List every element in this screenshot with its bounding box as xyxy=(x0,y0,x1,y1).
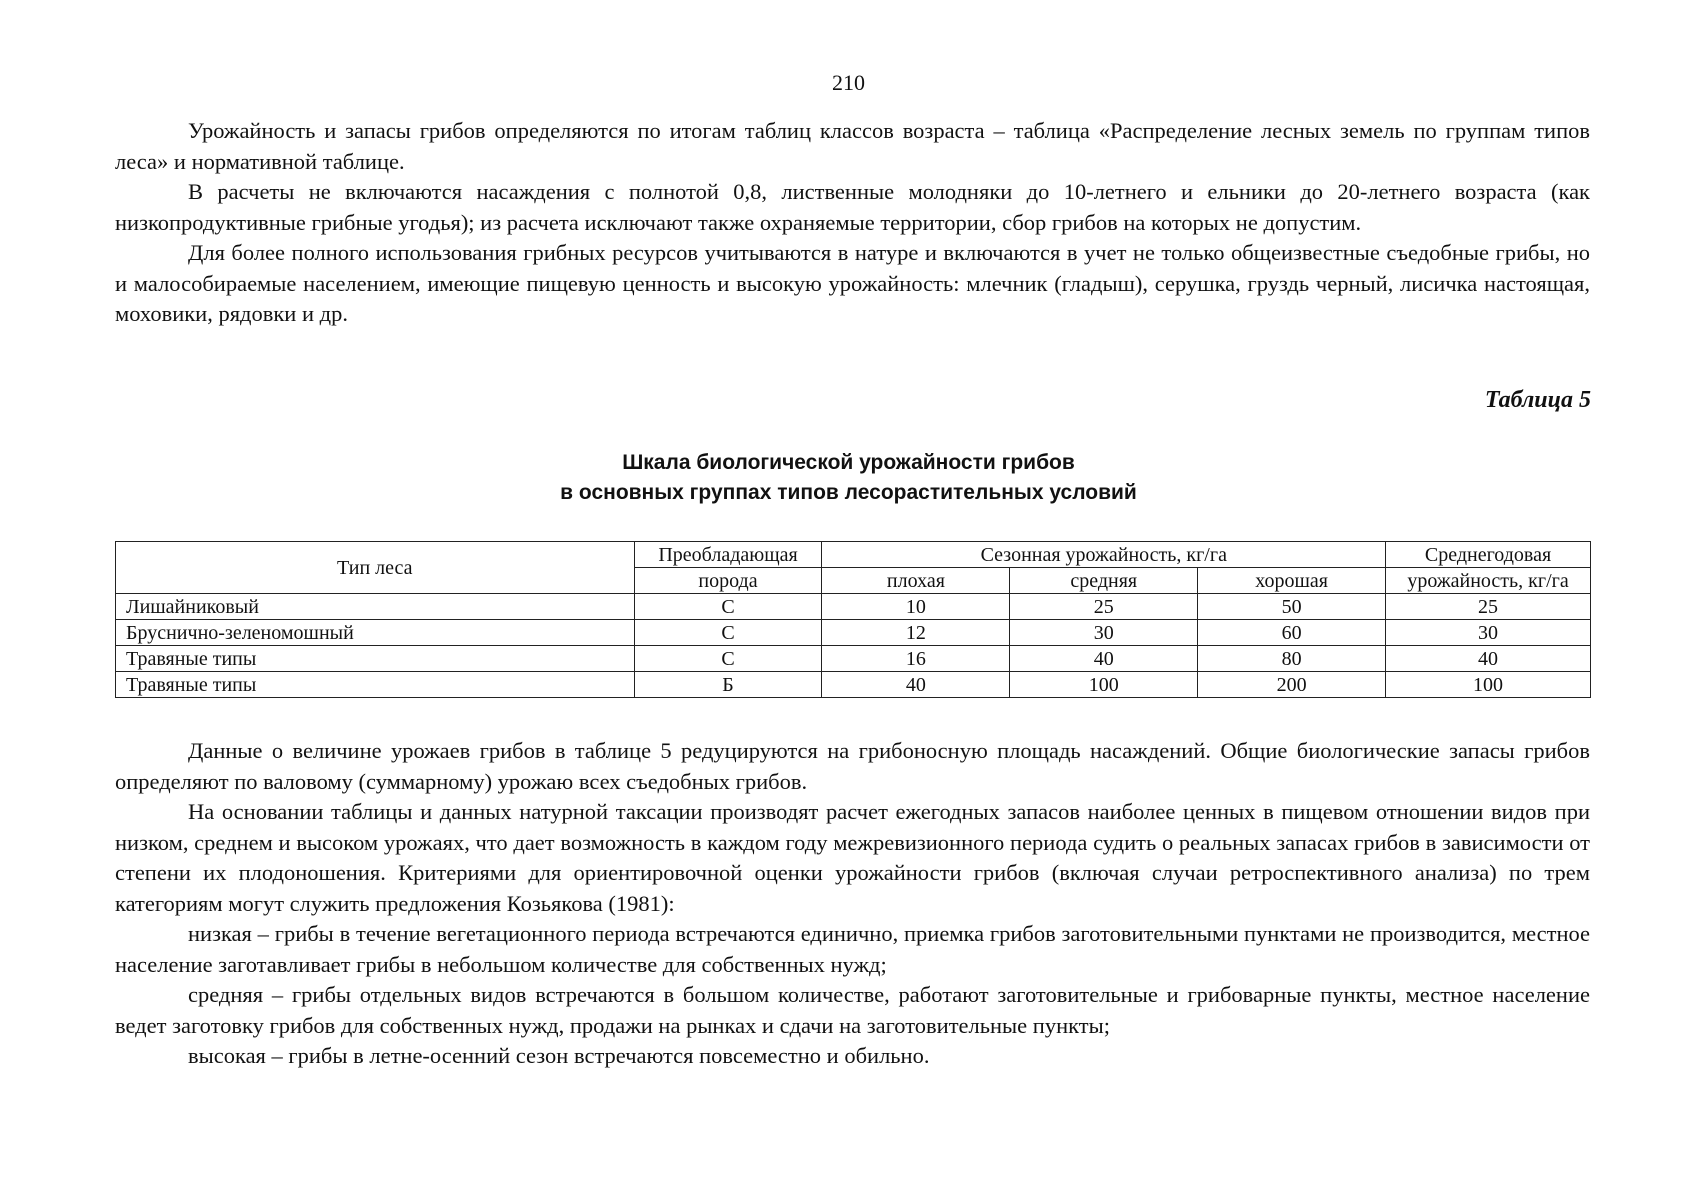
header-species-2: порода xyxy=(634,568,822,594)
header-medium: средняя xyxy=(1010,568,1198,594)
cell-forest-type: Травяные типы xyxy=(116,646,635,672)
cell-good: 80 xyxy=(1198,646,1386,672)
header-annual-2: урожайность, кг/га xyxy=(1386,568,1591,594)
table-row xyxy=(116,672,1591,698)
table-row xyxy=(116,620,1591,646)
table-row xyxy=(116,594,1591,620)
table-title-line: в основных группах типов лесорастительных условий xyxy=(560,481,1137,504)
table-header-row xyxy=(116,542,1591,568)
cell-good: 200 xyxy=(1198,672,1386,698)
cell-annual: 100 xyxy=(1386,672,1591,698)
header-forest-type: Тип леса xyxy=(116,542,635,594)
cell-good: 50 xyxy=(1198,594,1386,620)
intro-text xyxy=(115,116,1590,330)
cell-poor: 40 xyxy=(822,672,1010,698)
outro-text xyxy=(115,736,1590,1072)
cell-annual: 30 xyxy=(1386,620,1591,646)
table-label: Таблица 5 xyxy=(1484,387,1591,413)
cell-medium: 30 xyxy=(1010,620,1198,646)
paragraph: средняя – грибы отдельных видов встречаются в большом количестве, работают заготовительные и грибоварные пункты, местное население ведет заготовку грибов для собственных нужд, продажи на рынках и сдачи на заготовительные пункты; xyxy=(115,982,1590,1038)
cell-annual: 40 xyxy=(1386,646,1591,672)
cell-forest-type: Лишайниковый xyxy=(116,594,635,620)
cell-medium: 100 xyxy=(1010,672,1198,698)
header-seasonal: Сезонная урожайность, кг/га xyxy=(822,542,1386,568)
cell-poor: 10 xyxy=(822,594,1010,620)
paragraph: В расчеты не включаются насаждения с полнотой 0,8, лиственные молодняки до 10-летнего и ельники до 20-летнего возраста (как низкопродуктивные грибные угодья); из расчета исключают также охраняемые территории, сбор грибов на которых не допустим. xyxy=(115,179,1590,235)
cell-annual: 25 xyxy=(1386,594,1591,620)
table-title xyxy=(0,448,1697,508)
header-poor: плохая xyxy=(822,568,1010,594)
paragraph: Для более полного использования грибных ресурсов учитываются в натуре и включаются в учет не только общеизвестные съедобные грибы, но и малособираемые населением, имеющие пищевую ценность и высокую урожайность: млечник (гладыш), серушка, груздь черный, лисичка настоящая, моховики, рядовки и др. xyxy=(115,240,1590,326)
paragraph: низкая – грибы в течение вегетационного периода встречаются единично, приемка грибов заготовительными пунктами не производится, местное население заготавливает грибы в небольшом количестве для собственных нужд; xyxy=(115,921,1590,977)
cell-poor: 16 xyxy=(822,646,1010,672)
cell-species: С xyxy=(634,620,822,646)
yield-table xyxy=(115,541,1591,698)
paragraph: высокая – грибы в летне-осенний сезон встречаются повсеместно и обильно. xyxy=(188,1043,930,1068)
paragraph: Урожайность и запасы грибов определяются по итогам таблиц классов возраста – таблица «Распределение лесных земель по группам типов леса» и нормативной таблице. xyxy=(115,118,1590,174)
table-title-line: Шкала биологической урожайности грибов xyxy=(622,451,1075,474)
page-number: 210 xyxy=(832,70,865,95)
cell-species: С xyxy=(634,594,822,620)
cell-forest-type: Травяные типы xyxy=(116,672,635,698)
cell-species: Б xyxy=(634,672,822,698)
cell-medium: 40 xyxy=(1010,646,1198,672)
cell-poor: 12 xyxy=(822,620,1010,646)
cell-forest-type: Бруснично-зеленомошный xyxy=(116,620,635,646)
paragraph: Данные о величине урожаев грибов в таблице 5 редуцируются на грибоносную площадь насаждений. Общие биологические запасы грибов определяют по валовому (суммарному) урожаю всех съедобных грибов. xyxy=(115,738,1590,794)
cell-species: С xyxy=(634,646,822,672)
cell-medium: 25 xyxy=(1010,594,1198,620)
header-annual: Среднегодовая xyxy=(1386,542,1591,568)
header-good: хорошая xyxy=(1198,568,1386,594)
paragraph: На основании таблицы и данных натурной таксации производят расчет ежегодных запасов наиболее ценных в пищевом отношении видов при низком, среднем и высоком урожаях, что дает возможность в каждом году межревизионного периода судить о реальных запасах грибов в зависимости от степени их плодоношения. Критериями для ориентировочной оценки урожайности грибов (включая случаи ретроспективного анализа) по трем категориям могут служить предложения Козьякова (1981): xyxy=(115,799,1590,916)
table-row xyxy=(116,646,1591,672)
header-species: Преобладающая xyxy=(634,542,822,568)
cell-good: 60 xyxy=(1198,620,1386,646)
